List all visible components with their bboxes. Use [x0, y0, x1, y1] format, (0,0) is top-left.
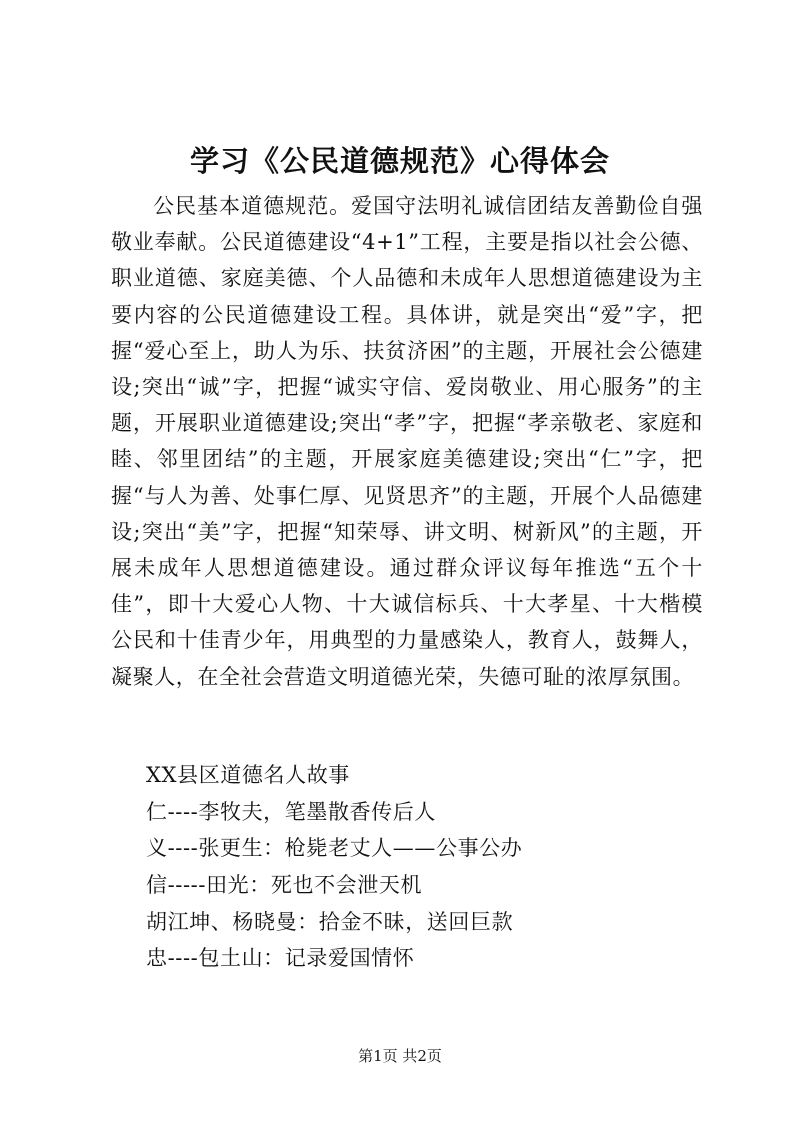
list-item: 胡江坤、杨晓曼：拾金不昧，送回巨款: [146, 909, 514, 934]
list-item: 忠----包土山：记录爱国情怀: [146, 946, 415, 971]
body-paragraph: 公民基本道德规范。爱国守法明礼诚信团结友善勤俭自强敬业奉献。公民道德建设“4+1”工程，主要是指以社会公德、职业道德、家庭美德、个人品德和未成年人思想道德建设为主要内容的公民道德建设工程。具体讲，就是突出“爱”字，把握“爱心至上，助人为乐、扶贫济困”的主题，开展社会公德建设;突出“诚”字，把握“诚实守信、爱岗敬业、用心服务”的主题，开展职业道德建设;突出“孝”字，把握“孝亲敬老、家庭和睦、邻里团结”的主题，开展家庭美德建设;突出“仁”字，把握“与人为善、处事仁厚、见贤思齐”的主题，开展个人品德建设;突出“美”字，把握“知荣辱、讲文明、树新风”的主题，开展未成年人思想道德建设。通过群众评议每年推选“五个十佳”，即十大爱心人物、十大诚信标兵、十大孝星、十大楷模公民和十佳青少年，用典型的力量感染人，教育人，鼓舞人，凝聚人，在全社会营造文明道德光荣，失德可耻的浓厚氛围。: [111, 194, 703, 689]
story-list-heading: XX县区道德名人故事: [146, 763, 350, 787]
list-item: 仁----李牧夫，笔墨散香传后人: [146, 799, 436, 824]
story-list: [146, 757, 706, 977]
document-title: 学习《公民道德规范》心得体会: [189, 144, 610, 178]
list-item: 义----张更生：枪毙老丈人——公事公办: [146, 836, 523, 861]
page-number-footer: 第1页 共2页: [358, 1047, 442, 1065]
list-item: 信-----田光：死也不会泄天机: [146, 873, 423, 898]
